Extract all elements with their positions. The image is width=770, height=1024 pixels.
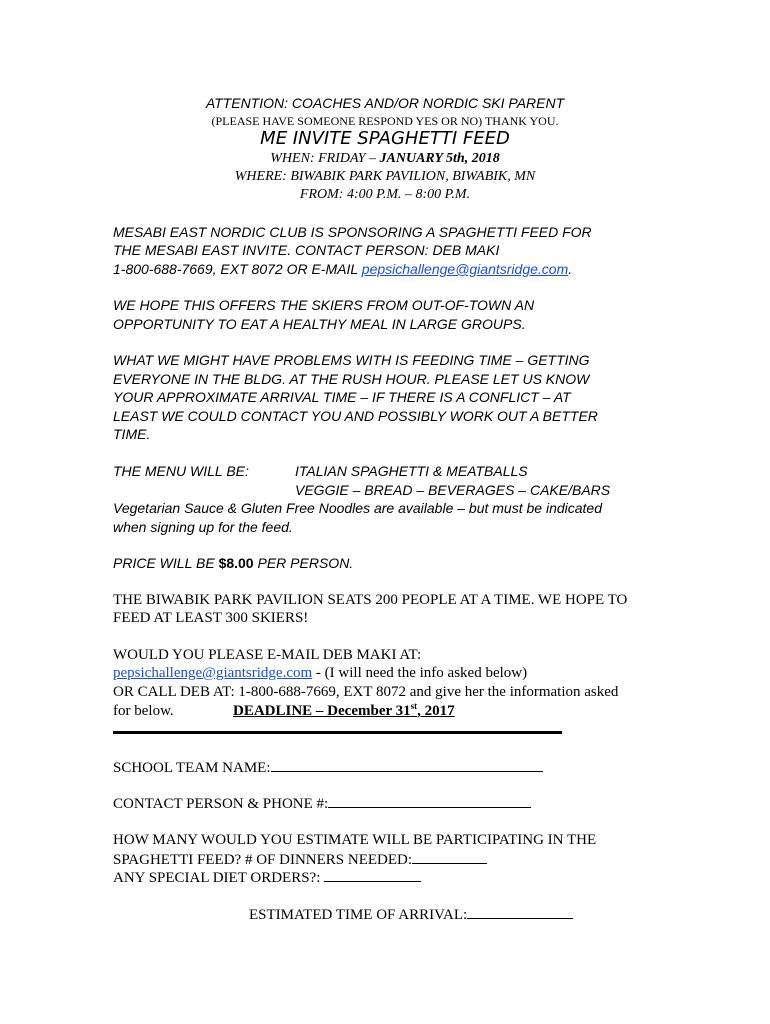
sponsor-line-2: THE MESABI EAST INVITE. CONTACT PERSON: DEB MAKI (113, 242, 500, 258)
seats-line-2: FEED AT LEAST 300 SKIERS! (113, 610, 309, 626)
contact-field (113, 794, 531, 813)
when-prefix: WHEN: FRIDAY – (270, 151, 380, 166)
problems-line-3: YOUR APPROXIMATE ARRIVAL TIME – IF THERE IS A CONFLICT – AT (113, 389, 571, 405)
dinners-blank[interactable] (412, 850, 487, 864)
problems-line-5: TIME. (113, 426, 151, 442)
price-prefix: PRICE WILL BE (113, 555, 219, 571)
problems-line-1: WHAT WE MIGHT HAVE PROBLEMS WITH IS FEEDING TIME – GETTING (113, 352, 590, 368)
school-label: SCHOOL TEAM NAME: (113, 760, 271, 776)
time-line: FROM: 4:00 P.M. – 8:00 P.M. (299, 187, 471, 202)
contact-field-label: CONTACT PERSON & PHONE #: (113, 796, 329, 812)
price-amount: $8.00 (218, 555, 254, 571)
sponsor-email-link[interactable]: pepsichallenge@giantsridge.com (361, 261, 569, 277)
menu-note-1: Vegetarian Sauce & Gluten Free Noodles are available – but must be indicated (113, 500, 603, 516)
deadline-prefix: DEADLINE – December 31 (233, 703, 411, 719)
diet-blank[interactable] (324, 868, 421, 882)
where-line: WHERE: BIWABIK PARK PAVILION, BIWABIK, MN (234, 169, 536, 184)
seats-line-1: THE BIWABIK PARK PAVILION SEATS 200 PEOPLE AT A TIME. WE HOPE TO (113, 592, 628, 608)
hope-line-1: WE HOPE THIS OFFERS THE SKIERS FROM OUT-OF-TOWN AN (113, 297, 535, 313)
sponsor-phone: 1-800-688-7669, EXT 8072 OR E-MAIL (113, 261, 362, 277)
arrival-label: ESTIMATED TIME OF ARRIVAL: (249, 907, 468, 923)
diet-label: ANY SPECIAL DIET ORDERS?: (113, 870, 325, 886)
page-title: ME INVITE SPAGHETTI FEED (260, 128, 510, 149)
diet-line (113, 868, 421, 887)
deadline-ordinal: st (410, 701, 418, 711)
problems-line-2: EVERYONE IN THE BLDG. AT THE RUSH HOUR. PLEASE LET US KNOW (113, 371, 590, 387)
hope-line-2: OPPORTUNITY TO EAT A HEALTHY MEAL IN LARGE GROUPS. (113, 316, 526, 332)
sponsor-period: . (568, 261, 573, 277)
price-line (113, 554, 353, 572)
attention-line: ATTENTION: COACHES AND/OR NORDIC SKI PARENT (205, 95, 565, 111)
dinners-label: SPAGHETTI FEED? # OF DINNERS NEEDED: (113, 852, 413, 868)
separator-rule (113, 731, 562, 734)
sponsor-line-1: MESABI EAST NORDIC CLUB IS SPONSORING A SPAGHETTI FEED FOR (113, 224, 592, 240)
price-suffix: PER PERSON. (253, 555, 354, 571)
problems-line-4: LEAST WE COULD CONTACT YOU AND POSSIBLY WORK OUT A BETTER (113, 408, 598, 424)
contact-line-4: for below. (113, 703, 174, 719)
menu-label: THE MENU WILL BE: (113, 463, 249, 479)
sponsor-line-3 (113, 260, 572, 278)
arrival-line (249, 905, 573, 924)
deadline (233, 702, 455, 720)
school-field (113, 758, 543, 777)
contact-email-note: - (I will need the info asked below) (312, 665, 528, 681)
menu-note-2: when signing up for the feed. (113, 519, 293, 535)
when-date: JANUARY 5th, 2018 (379, 151, 500, 166)
contact-line-3: OR CALL DEB AT: 1-800-688-7669, EXT 8072 and give her the information asked (113, 684, 619, 700)
when-line (0, 150, 770, 168)
contact-line-2 (113, 664, 527, 682)
estimate-line-1: HOW MANY WOULD YOU ESTIMATE WILL BE PARTICIPATING IN THE (113, 832, 597, 848)
contact-blank[interactable] (328, 794, 531, 808)
estimate-line-2 (113, 850, 487, 869)
arrival-blank[interactable] (467, 905, 573, 919)
deadline-year: , 2017 (417, 703, 455, 719)
school-blank[interactable] (271, 758, 543, 772)
contact-line-1: WOULD YOU PLEASE E-MAIL DEB MAKI AT: (113, 647, 422, 663)
menu-item-1: ITALIAN SPAGHETTI & MEATBALLS (295, 463, 528, 479)
contact-email-link[interactable]: pepsichallenge@giantsridge.com (113, 665, 313, 681)
menu-item-2: VEGGIE – BREAD – BEVERAGES – CAKE/BARS (295, 482, 611, 498)
respond-note: (PLEASE HAVE SOMEONE RESPOND YES OR NO) THANK YOU. (211, 114, 559, 128)
